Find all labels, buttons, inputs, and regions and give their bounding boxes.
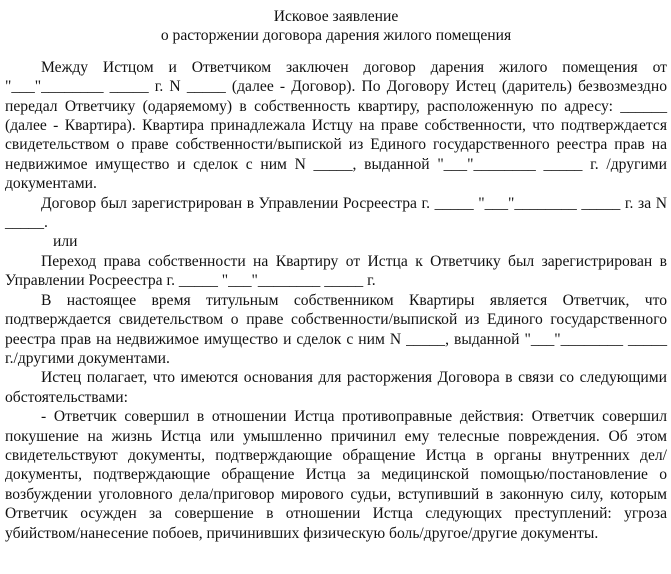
- paragraph-or: или: [53, 233, 78, 251]
- paragraph-owner: В настоящее время титульным собственником Квартиры является Ответчик, что подтверждается свидетельством о праве собственности/выпиской из Единого государственного реестра прав на недвижимое имущество и сделок с ним N _____, выданной "___"________ _____ г./другими документами.: [5, 291, 667, 367]
- paragraph-contract: Между Истцом и Ответчиком заключен договор дарения жилого помещения от "___"________ _____ г. N _____ (далее - Договор). По Договору Истец (даритель) безвозмездно передал Ответчику (одаряемому) в собственность квартиру, расположенную по адресу: ______ (далее - Квартира). Квартира принадлежала Истцу на праве собственности, что подтверждается свидетельством о праве собственности/выпиской из Единого государственного реестра прав на недвижимое имущество и сделок с ним N _____, выданной "___"________ _____ г. /другими документами.: [5, 58, 667, 193]
- document-title: [5, 7, 667, 46]
- paragraph-registration: Договор был зарегистрирован в Управлении Росреестра г. _____ "___"________ _____ г. за N _____.: [5, 194, 667, 232]
- title-line-1: Исковое заявление: [273, 8, 399, 25]
- title-line-2: о расторжении договора дарения жилого помещения: [160, 27, 512, 45]
- paragraph-unlawful-acts: - Ответчик совершил в отношении Истца противоправные действия: Ответчик совершил покушение на жизнь Истца или умышленно причинил ему телесные повреждения. Об этом свидетельствуют документы, подтверждающие обращение Истца в органы внутренних дел/документы, подтверждающие обращение Истца за медицинской помощью/постановление о возбуждении уголовного дела/приговор мирового судьи, вступивший в законную силу, которым Ответчик осужден за совершение в отношении Истца следующих преступлений: угроза убийством/нанесение побоев, причинивших физическую боль/другое/другие документы.: [5, 408, 667, 542]
- paragraph-grounds: Истец полагает, что имеются основания для расторжения Договора в связи со следующими обстоятельствами:: [5, 369, 667, 406]
- paragraph-transfer: Переход права собственности на Квартиру от Истца к Ответчику был зарегистрирован в Управлении Росреестра г. _____ "___"________ _____ г.: [5, 252, 667, 290]
